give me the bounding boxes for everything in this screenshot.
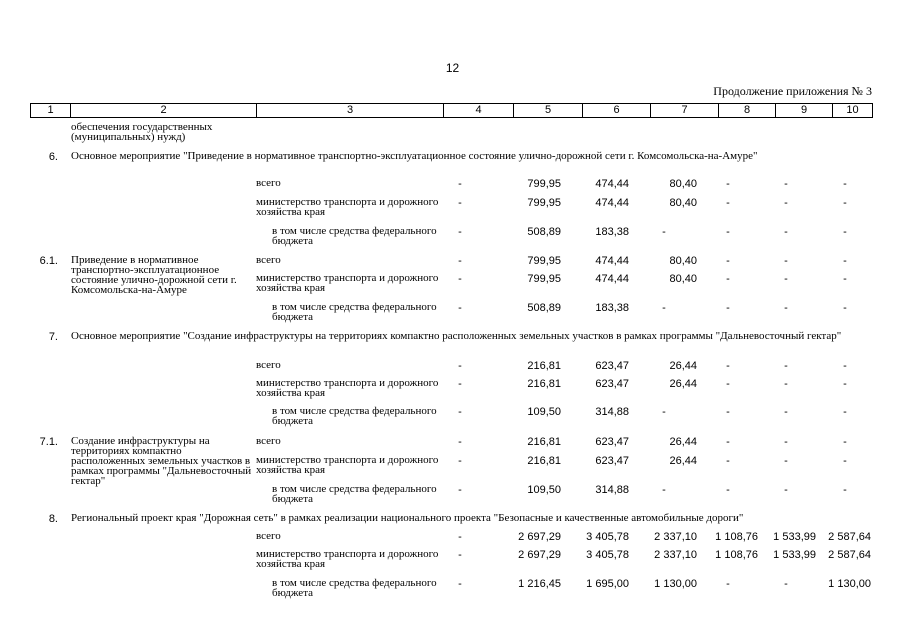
- cell-col-8: 1 108,76: [715, 549, 758, 561]
- cell-col-9: -: [784, 436, 788, 448]
- cell-col-9: -: [784, 484, 788, 496]
- cell-col-9: -: [784, 197, 788, 209]
- section-title: Региональный проект края "Дорожная сеть" в рамках реализации национального проекта "Безопасные и качественные автомобильные дороги": [71, 512, 744, 524]
- header-col-10: 10: [846, 104, 859, 116]
- page-number: 12: [445, 61, 460, 75]
- continuation-note: Продолжение приложения № 3: [713, 84, 872, 98]
- header-col-2: 2: [71, 104, 257, 117]
- cell-col-9: -: [784, 302, 788, 314]
- cell-col-9: -: [784, 178, 788, 190]
- row-label-ministry: министерство транспорта и дорожного хозяйства края: [256, 272, 439, 294]
- cell-col-9: -: [784, 273, 788, 285]
- cell-col-7: 26,44: [669, 455, 697, 467]
- cell-col-8: -: [726, 178, 730, 190]
- carryover-text: обеспечения государственных (муниципальных) нужд): [71, 121, 213, 143]
- cell-col-5: 2 697,29: [518, 549, 561, 561]
- cell-col-9: -: [784, 255, 788, 267]
- section-number: 7.1.: [39, 436, 58, 448]
- section-number: 7.: [48, 331, 58, 343]
- cell-col-9: -: [784, 378, 788, 390]
- cell-col-9: -: [784, 226, 788, 238]
- cell-col-10: -: [843, 197, 847, 209]
- cell-col-6: 183,38: [595, 302, 629, 314]
- cell-col-8: -: [726, 273, 730, 285]
- section-number: 6.: [48, 151, 58, 163]
- cell-col-6: 3 405,78: [586, 549, 629, 561]
- cell-col-4: -: [458, 378, 462, 390]
- header-col-7: 7: [651, 104, 719, 117]
- cell-col-5: 216,81: [527, 436, 561, 448]
- cell-col-6: 474,44: [595, 178, 629, 190]
- cell-col-4: -: [458, 178, 462, 190]
- cell-col-4: -: [458, 578, 462, 590]
- cell-col-10: -: [843, 273, 847, 285]
- cell-col-5: 216,81: [527, 455, 561, 467]
- cell-col-5: 216,81: [527, 360, 561, 372]
- cell-col-10: -: [843, 255, 847, 267]
- cell-col-5: 799,95: [527, 197, 561, 209]
- cell-col-10: -: [843, 406, 847, 418]
- cell-col-9: -: [784, 406, 788, 418]
- cell-col-4: -: [458, 197, 462, 209]
- section-title: Основное мероприятие "Создание инфраструктуры на территориях компактно расположенных земельных участков в рамках программы "Дальневосточный гектар": [71, 330, 842, 342]
- cell-col-10: -: [843, 302, 847, 314]
- cell-col-8: -: [726, 484, 730, 496]
- cell-col-10: -: [843, 436, 847, 448]
- cell-col-5: 508,89: [527, 226, 561, 238]
- cell-col-10: -: [843, 226, 847, 238]
- cell-col-5: 216,81: [527, 378, 561, 390]
- row-label-total: всего: [256, 254, 281, 266]
- cell-col-7: -: [662, 302, 666, 314]
- row-label-federal: в том числе средства федерального бюджета: [272, 225, 437, 247]
- cell-col-7: 80,40: [669, 178, 697, 190]
- cell-col-4: -: [458, 484, 462, 496]
- cell-col-7: 80,40: [669, 197, 697, 209]
- row-label-federal: в том числе средства федерального бюджета: [272, 577, 437, 599]
- cell-col-4: -: [458, 302, 462, 314]
- cell-col-7: 26,44: [669, 436, 697, 448]
- cell-col-8: -: [726, 455, 730, 467]
- section-title: Приведение в нормативное транспортно-эксплуатационное состояние улично-дорожной сети г. Комсомольска-на-Амуре: [71, 254, 237, 296]
- header-col-3: 3: [257, 104, 444, 117]
- cell-col-8: -: [726, 406, 730, 418]
- section-number: 8.: [48, 513, 58, 525]
- cell-col-7: 26,44: [669, 378, 697, 390]
- row-label-federal: в том числе средства федерального бюджета: [272, 483, 437, 505]
- cell-col-6: 623,47: [595, 360, 629, 372]
- cell-col-8: -: [726, 360, 730, 372]
- cell-col-10: -: [843, 360, 847, 372]
- header-col-9: 9: [776, 104, 833, 117]
- cell-col-6: 183,38: [595, 226, 629, 238]
- cell-col-10: 2 587,64: [828, 531, 871, 543]
- section-title: Основное мероприятие "Приведение в нормативное транспортно-эксплуатационное состояние улично-дорожной сети г. Комсомольска-на-Амуре": [71, 150, 758, 162]
- cell-col-9: 1 533,99: [773, 549, 816, 561]
- cell-col-4: -: [458, 360, 462, 372]
- cell-col-7: 1 130,00: [654, 578, 697, 590]
- cell-col-6: 623,47: [595, 436, 629, 448]
- cell-col-7: 80,40: [669, 255, 697, 267]
- cell-col-5: 2 697,29: [518, 531, 561, 543]
- cell-col-5: 1 216,45: [518, 578, 561, 590]
- cell-col-4: -: [458, 549, 462, 561]
- cell-col-8: -: [726, 226, 730, 238]
- cell-col-4: -: [458, 436, 462, 448]
- cell-col-6: 474,44: [595, 273, 629, 285]
- cell-col-5: 109,50: [527, 484, 561, 496]
- cell-col-7: 2 337,10: [654, 531, 697, 543]
- cell-col-6: 623,47: [595, 455, 629, 467]
- cell-col-9: -: [784, 455, 788, 467]
- cell-col-4: -: [458, 273, 462, 285]
- section-title: Создание инфраструктуры на территориях компактно расположенных земельных участков в рамках программы "Дальневосточный гектар": [71, 435, 252, 487]
- cell-col-10: -: [843, 484, 847, 496]
- cell-col-10: -: [843, 455, 847, 467]
- cell-col-6: 474,44: [595, 255, 629, 267]
- row-label-total: всего: [256, 530, 281, 542]
- cell-col-5: 508,89: [527, 302, 561, 314]
- cell-col-6: 474,44: [595, 197, 629, 209]
- cell-col-4: -: [458, 531, 462, 543]
- cell-col-4: -: [458, 255, 462, 267]
- section-number: 6.1.: [39, 255, 58, 267]
- cell-col-7: -: [662, 226, 666, 238]
- row-label-ministry: министерство транспорта и дорожного хозяйства края: [256, 196, 439, 218]
- cell-col-9: -: [784, 578, 788, 590]
- row-label-total: всего: [256, 177, 281, 189]
- row-label-ministry: министерство транспорта и дорожного хозяйства края: [256, 377, 439, 399]
- cell-col-7: -: [662, 484, 666, 496]
- cell-col-6: 314,88: [595, 484, 629, 496]
- cell-col-4: -: [458, 455, 462, 467]
- cell-col-8: -: [726, 255, 730, 267]
- cell-col-8: -: [726, 197, 730, 209]
- row-label-total: всего: [256, 359, 281, 371]
- header-col-1: 1: [31, 104, 71, 117]
- cell-col-6: 3 405,78: [586, 531, 629, 543]
- header-col-8: 8: [719, 104, 776, 117]
- cell-col-10: -: [843, 378, 847, 390]
- cell-col-10: 1 130,00: [828, 578, 871, 590]
- cell-col-8: 1 108,76: [715, 531, 758, 543]
- cell-col-8: -: [726, 436, 730, 448]
- header-col-4: 4: [444, 104, 514, 117]
- header-col-5: 5: [514, 104, 583, 117]
- cell-col-10: 2 587,64: [828, 549, 871, 561]
- cell-col-6: 314,88: [595, 406, 629, 418]
- cell-col-10: -: [843, 178, 847, 190]
- cell-col-4: -: [458, 226, 462, 238]
- cell-col-8: -: [726, 578, 730, 590]
- cell-col-7: 26,44: [669, 360, 697, 372]
- cell-col-7: -: [662, 406, 666, 418]
- row-label-federal: в том числе средства федерального бюджета: [272, 301, 437, 323]
- cell-col-5: 799,95: [527, 255, 561, 267]
- cell-col-4: -: [458, 406, 462, 418]
- row-label-ministry: министерство транспорта и дорожного хозяйства края: [256, 454, 439, 476]
- row-label-total: всего: [256, 435, 281, 447]
- cell-col-6: 623,47: [595, 378, 629, 390]
- cell-col-7: 80,40: [669, 273, 697, 285]
- cell-col-8: -: [726, 302, 730, 314]
- cell-col-7: 2 337,10: [654, 549, 697, 561]
- cell-col-8: -: [726, 378, 730, 390]
- row-label-ministry: министерство транспорта и дорожного хозяйства края: [256, 548, 439, 570]
- cell-col-5: 799,95: [527, 178, 561, 190]
- header-col-6: 6: [583, 104, 651, 117]
- cell-col-9: 1 533,99: [773, 531, 816, 543]
- row-label-federal: в том числе средства федерального бюджета: [272, 405, 437, 427]
- cell-col-6: 1 695,00: [586, 578, 629, 590]
- cell-col-9: -: [784, 360, 788, 372]
- cell-col-5: 109,50: [527, 406, 561, 418]
- cell-col-5: 799,95: [527, 273, 561, 285]
